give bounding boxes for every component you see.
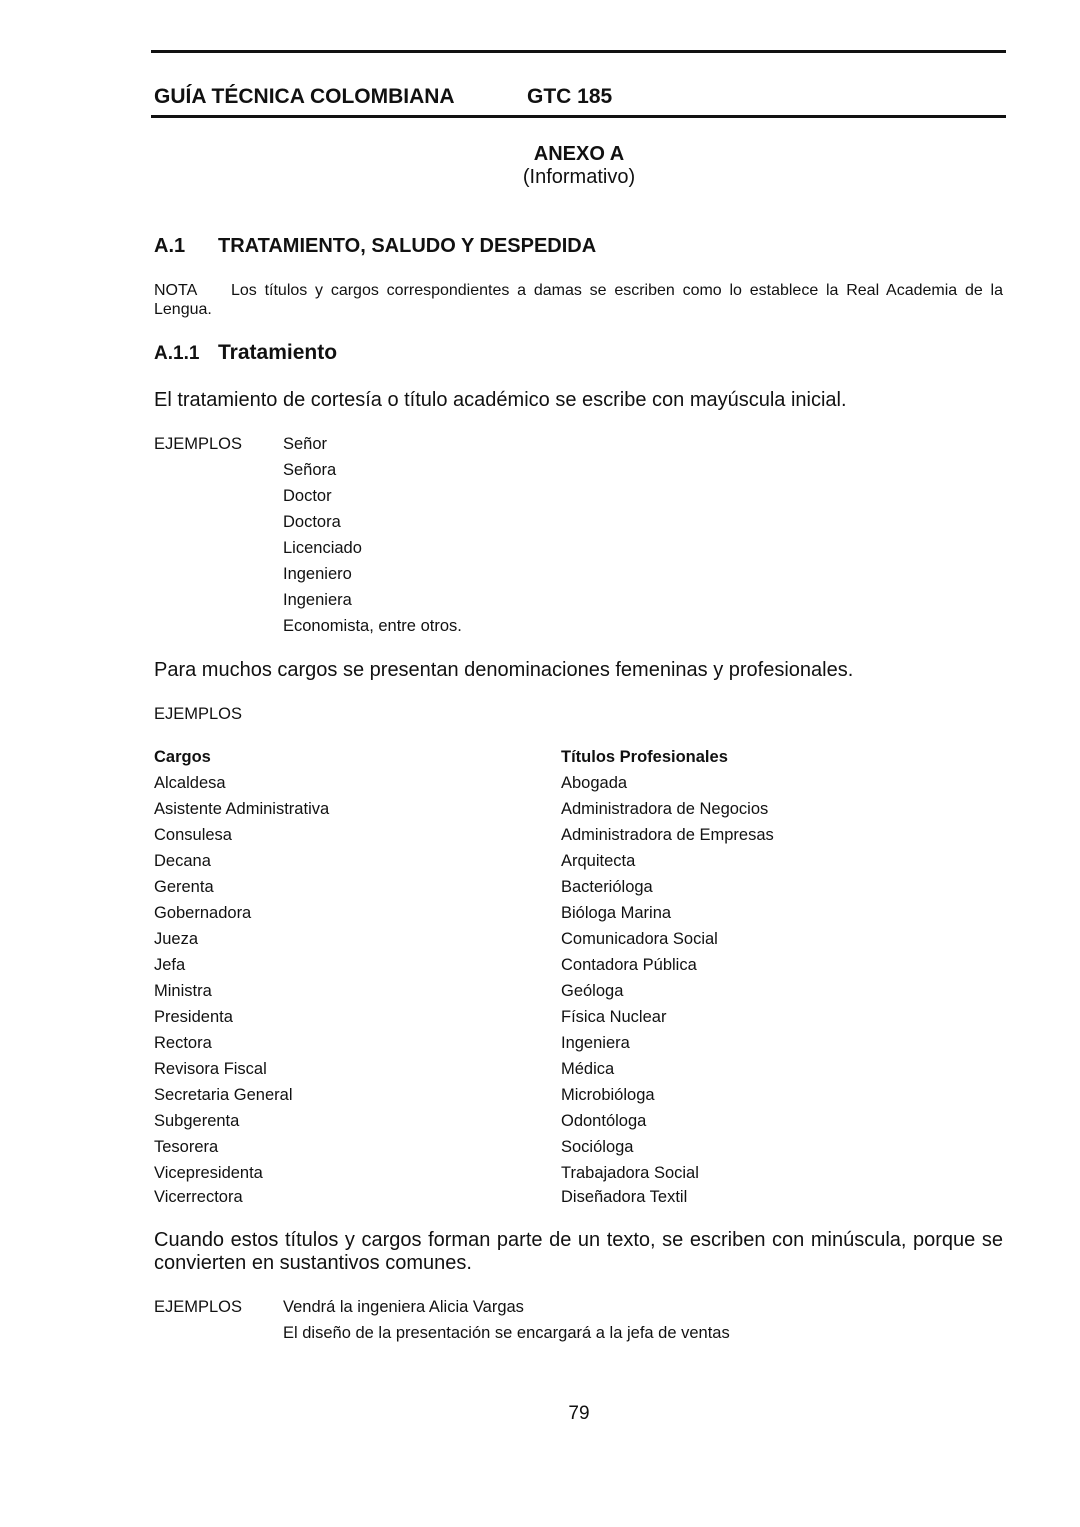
list-item: Microbióloga [561,1086,655,1104]
titulos-heading: Títulos Profesionales [561,748,728,766]
list-item: El diseño de la presentación se encargará a la jefa de ventas [283,1324,730,1342]
paragraph-denominaciones: Para muchos cargos se presentan denominaciones femeninas y profesionales. [154,659,854,681]
list-item: Ministra [154,982,212,1000]
section-number: A.1 [154,235,186,257]
annex-title: ANEXO A [533,143,625,165]
list-item: Ingeniero [283,565,352,583]
list-item: Rectora [154,1034,212,1052]
header-top-rule [151,50,1006,53]
list-item: Secretaria General [154,1086,293,1104]
header-standard-code: GTC 185 [527,85,613,108]
list-item: Odontóloga [561,1112,647,1130]
list-item: Consulesa [154,826,232,844]
subsection-title: Tratamiento [218,341,338,364]
header-guide-title: GUÍA TÉCNICA COLOMBIANA [154,85,455,108]
list-item: Física Nuclear [561,1008,667,1026]
note-text-line1: Los títulos y cargos correspondientes a damas se escriben como lo establece la Real Academia de la [231,282,1003,299]
cargos-heading: Cargos [154,748,211,766]
list-item: Gerenta [154,878,214,896]
list-item: Administradora de Empresas [561,826,774,844]
list-item: Alcaldesa [154,774,226,792]
list-item: Asistente Administrativa [154,800,330,818]
list-item: Señor [283,435,328,453]
paragraph-tratamiento: El tratamiento de cortesía o título académico se escribe con mayúscula inicial. [154,389,847,411]
list-item: Contadora Pública [561,956,697,974]
list-item: Vicerrectora [154,1188,243,1206]
list-item: Ingeniera [283,591,352,609]
examples-treatment-list [283,431,462,639]
list-item: Vicepresidenta [154,1164,263,1182]
note-label: NOTA [154,282,198,299]
list-item: Licenciado [283,539,362,557]
list-item: Jefa [154,956,186,974]
list-item: Presidenta [154,1008,233,1026]
paragraph-minuscula-line2: convierten en sustantivos comunes. [154,1252,472,1274]
list-item: Doctora [283,513,341,531]
list-item: Gobernadora [154,904,252,922]
list-item: Médica [561,1060,615,1078]
list-item: Revisora Fiscal [154,1060,267,1078]
list-item: Doctor [283,487,332,505]
list-item: Vendrá la ingeniera Alicia Vargas [283,1298,524,1316]
examples-label: EJEMPLOS [154,435,243,453]
list-item: Geóloga [561,982,624,1000]
examples-label-3: EJEMPLOS [154,1298,243,1316]
note-text-line2: Lengua. [154,301,212,318]
list-item: Administradora de Negocios [561,800,769,818]
titulos-column [561,744,774,1208]
annex-subtitle: (Informativo) [522,166,636,188]
examples-sentences-list [283,1294,730,1346]
list-item: Abogada [561,774,628,792]
section-title: TRATAMIENTO, SALUDO Y DESPEDIDA [218,235,597,257]
cargos-column [154,744,329,1208]
list-item: Diseñadora Textil [561,1188,688,1206]
list-item: Bacterióloga [561,878,653,896]
subsection-number: A.1.1 [154,343,200,364]
list-item: Ingeniera [561,1034,630,1052]
list-item: Decana [154,852,211,870]
list-item: Bióloga Marina [561,904,672,922]
list-item: Arquitecta [561,852,636,870]
paragraph-minuscula-line1: Cuando estos títulos y cargos forman parte de un texto, se escriben con minúscula, porque se [154,1229,1003,1251]
header-bottom-rule [151,115,1006,118]
list-item: Señora [283,461,337,479]
examples-label-2: EJEMPLOS [154,705,243,723]
list-item: Comunicadora Social [561,930,718,948]
list-item: Trabajadora Social [561,1164,699,1182]
list-item: Subgerenta [154,1112,240,1130]
list-item: Tesorera [154,1138,219,1156]
list-item: Economista, entre otros. [283,617,462,635]
list-item: Jueza [154,930,199,948]
list-item: Socióloga [561,1138,634,1156]
page-number: 79 [568,1403,590,1424]
